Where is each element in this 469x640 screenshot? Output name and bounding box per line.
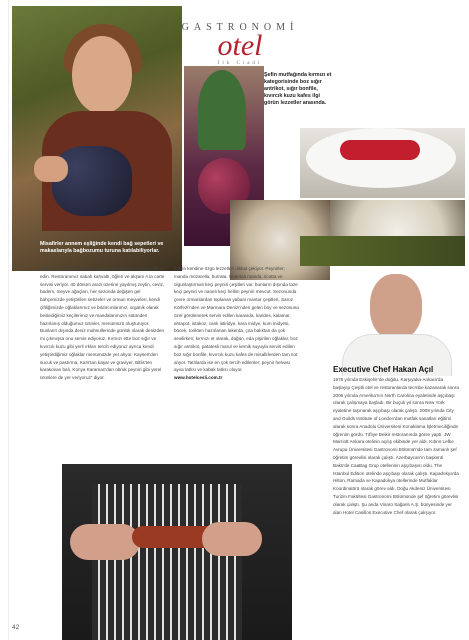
chef-head-shape — [370, 274, 422, 340]
article-paragraph: Otelin kendine özgü lezzetleri dikkat çekiyor. Peynirler; manda mozarella, burrata, lavantalı manda, ricotta ve olgunlaştırmalı keçi peyniri çeşitleri var. bunların dışında taze keçi peyniri ve nanelı keçi hellim peyniri mevcut. Sezonunda çevre ormanlardan toplanan yabani mantar çeşitleri, Saroz Körfezi'nden ve Marmara Denizi'nden gelen boy ve sezonuna özel görülenerek servis edilen karavida, karides, kalamar, ahtapot, istakoz, canlı istiridye, kara midye, kum midyesi, böcek, torikten hazırlanan lakerda, çıta balıktan da çok sevilirken; kırmızı et olarak, düğün, eda pişirilen oğlaklar, boz sığır antrikot, patatesli marul ve kemik suyuyla servis edilen boz sığır bonfile, kıvırcık kuzu kafes de misafirlerden tam not alıyor. Tatlılarda ise en çok tercih edilenler; peynir helvası ayva tatlısı ve kabak tatlısı oluyor. — [174, 266, 299, 373]
article-column-1 — [40, 265, 166, 382]
food-shape — [340, 140, 420, 160]
section-brand: GASTRONOMİ — [181, 22, 299, 33]
chef-portrait-photo — [330, 268, 465, 376]
chef-bio-column — [333, 376, 459, 516]
page-edge-rule — [8, 0, 9, 640]
article-column-2 — [174, 265, 300, 382]
dish-caption: Şefin mutfağında kırmızı et kategorisinde boz sığır antrikot, sığır bonfile, kıvırcık kuzu kafes ilgi görün lezzetler arasında. — [264, 72, 332, 106]
harvest-caption: Misafirler annem eşliğinde kendi bağ sepetleri ve makaslarıyla bağbozumu turuna katılabiliyorlar. — [40, 241, 164, 254]
section-title: otel — [217, 29, 263, 62]
website-link[interactable]: www.hotelcesli.com.tr — [174, 375, 223, 381]
magazine-section-header — [175, 22, 305, 66]
red-dessert-plate-photo — [300, 128, 465, 198]
striped-apron-shape — [92, 484, 242, 640]
grapes-basket-shape — [52, 146, 132, 216]
hand-shape — [34, 156, 68, 182]
section-subtitle: İlk Ciadi — [217, 61, 263, 66]
chef-holding-lobster-photo — [62, 464, 292, 640]
greens-plate-photo — [300, 236, 465, 266]
face-shape — [72, 36, 132, 114]
page-number: 42 — [12, 624, 20, 631]
chef-bio-paragraph: 1978 yılında Eskişehir'de doğdu. Karşıyaka-Ankara'da başlayıp Çeşitli otel ve restoranlarda tecrübe kazanarak sonra 2006 yılında Amerika'nın North Carolina eyaletinde aşçıbaşı olarak çalışmaya başladı. Bir buçuk yıl sonra New York eyaletine taşınarak aşçıbaşı olarak çalıştı. 2008 yılında City and Guilds Institute of London'dan mutfak sanatları eğitimi alarak sonra Anadolu Üniversitesi Konaklama İşletmeciliğinde öğrenim gördü. Tıflıye Beikir restoranında görev yaptı. JW Marriott Ankara otelinin açılış ekibinde yer aldı. Kıbrıs Lefke Avrupa Üniversitesi Gastronomi Bölümü'nde tam zamanlı şef öğretim görevlisi olarak çalıştı. Azerbaycan'ın başkenti Bakü'de CaaBag Grup otellerinin aşçıbaşısı oldu. The Istanbul Edition otelinde aşçıbaşı olarak çalıştı. Kapadokya'da Hilton, Ramada ve Kapadokya otellerinde Mutfaklar Koordinatörü olarak görev aldı. Doğu Akdeniz Üniversitesi Turizm Fakültesi Gastronomi Bölümünde şef öğretim görevlisi olarak çalıştı. Şu anda Vinaro Sağanlı A.Ş. bünyesinde yer alan Hotel Casillos Executive Chef olarak çalışıyor. — [333, 377, 459, 515]
article-paragraph: yağlı ve çok şekerli tatlılar menümüzde kullanmamaya dikkat edin. Restoranımız sabah kahvaltı, öğlen ve akşam A la carte servisi veriyor. 40 dönüm arazi üzerine yayılmış zeytin, ceviz, badem, meyve ağaçları, her sezonda değişen gel bahçemizde yetiştirilen sebzeler ve orman meyveleri, kendi çiftliğimizde oğlaklarımız ve bıldırcınlarımız, organik olarak beslediğimiz keçilerimiz ve mandalarımızın sütünden hazırlanış olduğumuz ürünler, menümüzü oluşturuyor. Bunların dışında deniz mahsullerinde günlük olarak denizden mi çıkmışsa onu servis ediyoruz. Kırmızı ette boz sığır ve kıvırcık kuzu gibi yerli ırkları tercih ediyoruz ayrıca kendi yetiştirdiğimiz oğlaklar menümüzde yer alıyor. Kayseri'den sucuk ve pastırma, Kars'tan kaşar ve graviyer, Bitlis'ten karakovan balı, Konya Karaman'dan obruk peyniri gibi yerel ürünlere de yer veriyoruz" diyor. — [40, 266, 165, 381]
chef-name-heading: Executive Chef Hakan Açıl — [333, 365, 434, 374]
right-hand-shape — [202, 522, 262, 556]
left-hand-shape — [70, 524, 140, 560]
beet-leaf-shape — [198, 70, 246, 150]
woman-with-grapes-photo — [12, 6, 182, 271]
